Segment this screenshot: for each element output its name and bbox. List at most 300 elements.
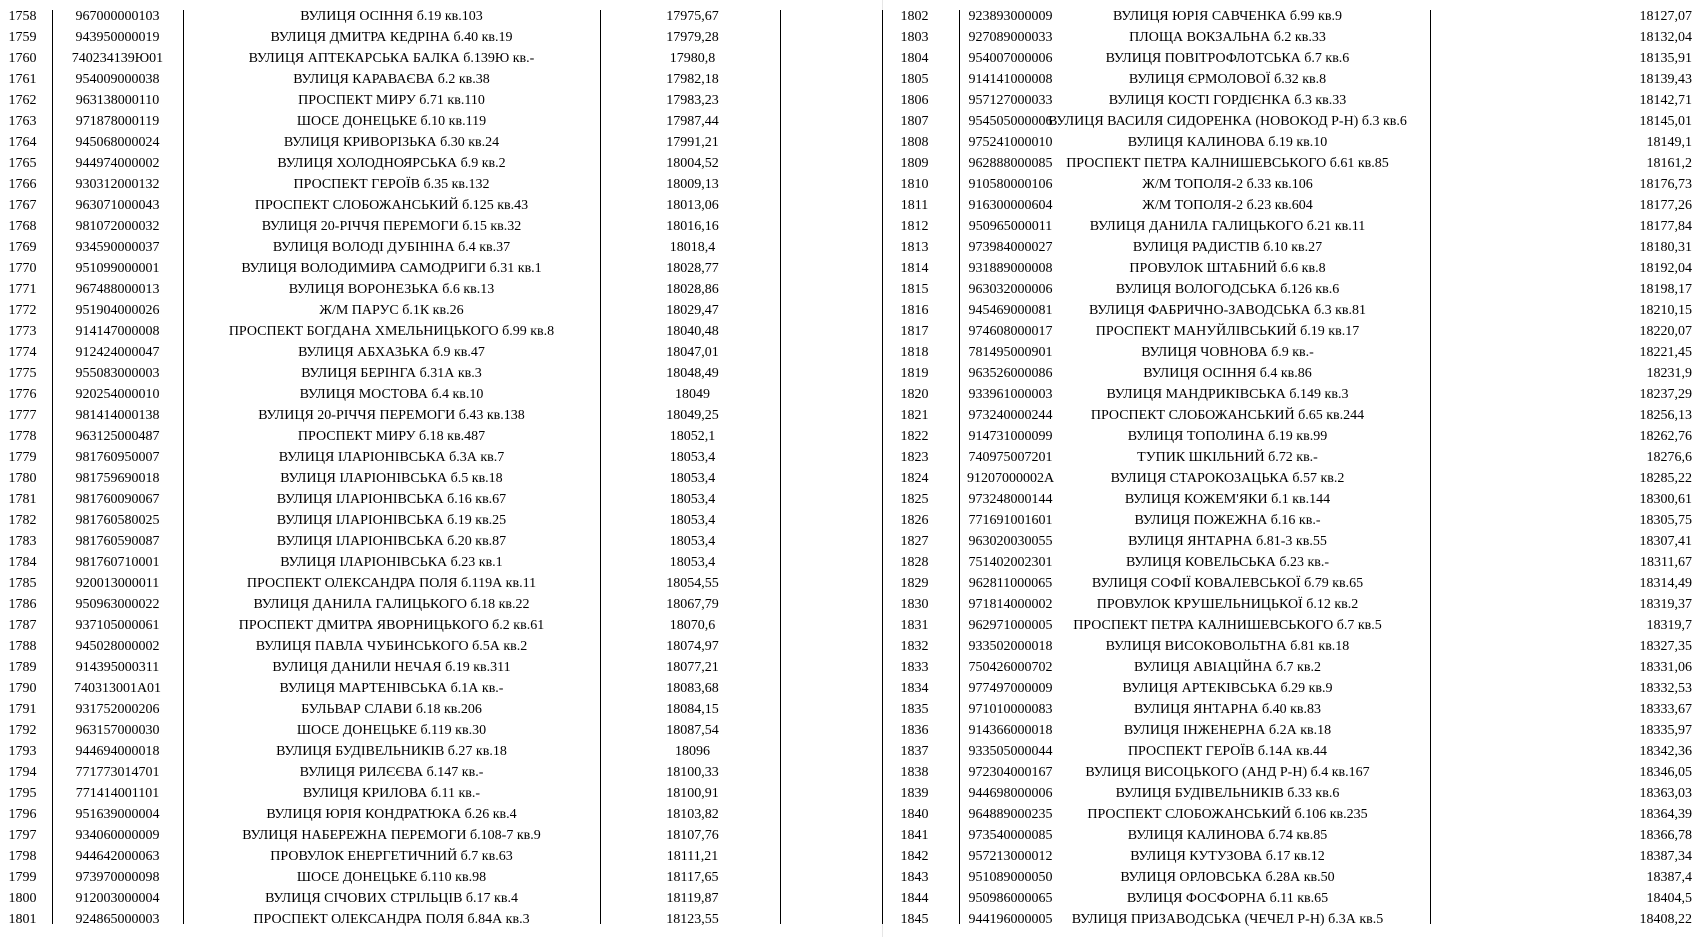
address: ВУЛИЦЯ АПТЕКАРСЬКА БАЛКА б.139Ю кв.- [248,51,535,66]
row-number: 1843 [900,870,929,885]
table-row [885,363,1695,384]
amount: 17983,23 [666,93,719,108]
account-id: 914731000099 [968,429,1053,444]
account-id: 954007000006 [968,51,1053,66]
row-number: 1842 [900,849,929,864]
row-number: 1836 [900,723,929,738]
account-id: 945028000002 [75,639,160,654]
amount: 18364,39 [1639,807,1692,822]
table-row [0,720,780,741]
amount: 18096 [675,744,710,759]
address: ПРОСПЕКТ ОЛЕКСАНДРА ПОЛЯ б.119А кв.11 [246,576,537,591]
amount: 18319,7 [1646,618,1692,633]
amount: 18332,53 [1639,681,1692,696]
amount: 18074,97 [666,639,719,654]
account-id: 955083000003 [75,366,160,381]
table-row [0,615,780,636]
row-number: 1785 [8,576,37,591]
row-number: 1803 [900,30,929,45]
table-row [885,321,1695,342]
address: ВУЛИЦЯ ДАНИЛА ГАЛИЦЬКОГО б.18 кв.22 [253,597,530,612]
row-number: 1767 [8,198,37,213]
address: ПРОСПЕКТ МИРУ б.18 кв.487 [297,429,486,444]
row-number: 1806 [900,93,929,108]
amount: 18180,31 [1639,240,1692,255]
address: ВУЛИЦЯ РАДИСТІВ б.10 кв.27 [1132,240,1323,255]
row-number: 1821 [900,408,929,423]
address: ВУЛИЦЯ ПАВЛА ЧУБИНСЬКОГО б.5А кв.2 [255,639,528,654]
address: ПРОСПЕКТ ГЕРОЇВ б.35 кв.132 [293,177,490,192]
address: ВУЛИЦЯ ВОЛОГОДСЬКА б.126 кв.6 [1115,282,1340,297]
address: ПРОВУЛОК КРУШЕЛЬНИЦЬКОЇ б.12 кв.2 [1096,597,1359,612]
account-id: 957127000033 [968,93,1053,108]
amount: 18177,84 [1639,219,1692,234]
table-row [0,636,780,657]
amount: 18237,29 [1639,387,1692,402]
account-id: 950963000022 [75,597,160,612]
address: ВУЛИЦЯ КОЖЕМ'ЯКИ б.1 кв.144 [1124,492,1331,507]
amount: 18192,04 [1639,261,1692,276]
account-id: 920013000011 [75,576,160,591]
amount: 18135,91 [1639,51,1692,66]
row-number: 1805 [900,72,929,87]
table-row [885,552,1695,573]
address: ПРОСПЕКТ СЛОБОЖАНСЬКИЙ б.106 кв.235 [1087,807,1368,822]
row-number: 1795 [8,786,37,801]
amount: 18013,06 [666,198,719,213]
table-row [0,342,780,363]
table-row [0,909,780,930]
account-id: 914395000311 [75,660,160,675]
amount: 18305,75 [1639,513,1692,528]
amount: 18103,82 [666,807,719,822]
amount: 18119,87 [666,891,719,906]
table-row [0,153,780,174]
table-row [885,573,1695,594]
amount: 18127,07 [1639,9,1692,24]
row-number: 1828 [900,555,929,570]
address: ШОСЕ ДОНЕЦЬКЕ б.10 кв.119 [296,114,487,129]
account-id: 954505000006 [968,114,1053,129]
address: ПЛОЩА ВОКЗАЛЬНА б.2 кв.33 [1129,30,1326,45]
address: ПРОСПЕКТ ПЕТРА КАЛНИШЕВСЬКОГО б.61 кв.85 [1066,156,1389,171]
address: ВУЛИЦЯ МАНДРИКІВСЬКА б.149 кв.3 [1106,387,1349,402]
address: ВУЛИЦЯ БЕРІНГА б.31А кв.3 [301,366,482,381]
table-row [885,489,1695,510]
account-id: 950965000011 [968,219,1053,234]
row-number: 1775 [8,366,37,381]
account-id: 967000000103 [75,9,160,24]
address: ВУЛИЦЯ ОСІННЯ б.4 кв.86 [1143,366,1312,381]
address: ВУЛИЦЯ ВОЛОДІ ДУБІНІНА б.4 кв.37 [272,240,511,255]
account-id: 981760950007 [75,450,160,465]
amount: 18053,4 [669,492,716,507]
address: ВУЛИЦЯ АРТЕКІВСЬКА б.29 кв.9 [1122,681,1333,696]
account-id: 934060000009 [75,828,160,843]
account-id: 914141000008 [968,72,1053,87]
amount: 18029,47 [666,303,719,318]
address: ВУЛИЦЯ ФОСФОРНА б.11 кв.65 [1126,891,1329,906]
row-number: 1817 [900,324,929,339]
amount: 18256,13 [1639,408,1692,423]
amount: 18210,15 [1639,303,1692,318]
amount: 17975,67 [666,9,719,24]
amount: 18327,35 [1639,639,1692,654]
address: ПРОСПЕКТ ПЕТРА КАЛНИШЕВСЬКОГО б.7 кв.5 [1073,618,1382,633]
amount: 18387,34 [1639,849,1692,864]
account-id: 981414000138 [75,408,160,423]
amount: 18285,22 [1639,471,1692,486]
address: ПРОСПЕКТ СЛОБОЖАНСЬКИЙ б.65 кв.244 [1090,408,1365,423]
account-id: 937105000061 [75,618,160,633]
account-id: 740234139Ю01 [71,51,164,66]
account-id: 945068000024 [75,135,160,150]
table-row [885,636,1695,657]
table-row [885,69,1695,90]
address: ВУЛИЦЯ БУДІВЕЛЬНИКІВ б.27 кв.18 [276,744,507,759]
row-number: 1835 [900,702,929,717]
amount: 18053,4 [669,513,716,528]
amount: 18053,4 [669,450,716,465]
table-row [885,447,1695,468]
amount: 18300,61 [1639,492,1692,507]
table-row [885,594,1695,615]
account-id: 931752000206 [75,702,160,717]
account-id: 973240000244 [968,408,1053,423]
amount: 18123,55 [666,912,719,927]
address: Ж/М ТОПОЛЯ-2 б.23 кв.604 [1142,198,1313,213]
address: ВУЛИЦЯ РИЛЄЄВА б.147 кв.- [299,765,484,780]
address: ВУЛИЦЯ ВАСИЛЯ СИДОРЕНКА (НОВОКОД Р-Н) б.3 кв.6 [1048,114,1407,129]
table-row [0,699,780,720]
account-id: 930312000132 [75,177,160,192]
amount: 18198,17 [1639,282,1692,297]
table-row [885,699,1695,720]
account-id: 971814000002 [968,597,1053,612]
row-number: 1815 [900,282,929,297]
address: ВУЛИЦЯ ВОРОНЕЗЬКА б.6 кв.13 [288,282,495,297]
row-number: 1772 [8,303,37,318]
address: ПРОСПЕКТ ДМИТРА ЯВОРНИЦЬКОГО б.2 кв.61 [238,618,545,633]
table-row [885,468,1695,489]
address: ШОСЕ ДОНЕЦЬКЕ б.110 кв.98 [296,870,487,885]
amount: 17987,44 [666,114,719,129]
address: ВУЛИЦЯ ВИСОЦЬКОГО (АНД Р-Н) б.4 кв.167 [1085,765,1370,780]
table-row [885,132,1695,153]
table-row [0,258,780,279]
row-number: 1837 [900,744,929,759]
row-number: 1808 [900,135,929,150]
address: ВУЛИЦЯ ЯНТАРНА б.81-3 кв.55 [1128,534,1327,549]
table-row [885,909,1695,930]
account-id: 740313001А01 [73,681,162,696]
address: ВУЛИЦЯ СТАРОКОЗАЦЬКА б.57 кв.2 [1110,471,1345,486]
account-id: 944974000002 [75,156,160,171]
table-row [0,27,780,48]
account-id: 951089000050 [968,870,1053,885]
row-number: 1787 [8,618,37,633]
table-row [885,405,1695,426]
row-number: 1780 [8,471,37,486]
table-row [0,468,780,489]
table-row [0,783,780,804]
amount: 18176,73 [1639,177,1692,192]
amount: 18221,45 [1639,345,1692,360]
amount: 18346,05 [1639,765,1692,780]
table-row [0,447,780,468]
account-id: 963138000110 [75,93,160,108]
amount: 18319,37 [1639,597,1692,612]
address: ВУЛИЦЯ ДАНИЛИ НЕЧАЯ б.19 кв.311 [272,660,511,675]
amount: 18335,97 [1639,723,1692,738]
account-id: 963157000030 [75,723,160,738]
row-number: 1763 [8,114,37,129]
row-number: 1818 [900,345,929,360]
address: ВУЛИЦЯ ЮРІЯ КОНДРАТЮКА б.26 кв.4 [266,807,517,822]
row-number: 1830 [900,597,929,612]
row-number: 1800 [8,891,37,906]
account-id: 924865000003 [75,912,160,927]
address: ПРОСПЕКТ БОГДАНА ХМЕЛЬНИЦЬКОГО б.99 кв.8 [228,324,555,339]
address: ВУЛИЦЯ ТОПОЛИНА б.19 кв.99 [1127,429,1328,444]
account-id: 933961000003 [968,387,1053,402]
table-row [885,237,1695,258]
account-id: 967488000013 [75,282,160,297]
amount: 18028,77 [666,261,719,276]
row-number: 1760 [8,51,37,66]
amount: 18084,15 [666,702,719,717]
amount: 17980,8 [669,51,716,66]
address: ВУЛИЦЯ КОСТІ ГОРДІЄНКА б.3 кв.33 [1108,93,1347,108]
row-number: 1804 [900,51,929,66]
account-id: 910580000106 [968,177,1053,192]
amount: 18139,43 [1639,72,1692,87]
row-number: 1777 [8,408,37,423]
amount: 18016,16 [666,219,719,234]
amount: 17979,28 [666,30,719,45]
address: ВУЛИЦЯ 20-РІЧЧЯ ПЕРЕМОГИ б.43 кв.138 [258,408,525,423]
table-row [885,867,1695,888]
address: ВУЛИЦЯ ЧОВНОВА б.9 кв.- [1141,345,1314,360]
row-number: 1832 [900,639,929,654]
account-id: 951099000001 [75,261,160,276]
address: ВУЛИЦЯ КАЛИНОВА б.74 кв.85 [1127,828,1328,843]
account-id: 914147000008 [75,324,160,339]
table-row [0,552,780,573]
row-number: 1765 [8,156,37,171]
left-table [0,6,780,927]
account-id: 945469000081 [968,303,1053,318]
account-id: 962971000005 [968,618,1053,633]
address: ПРОВУЛОК ЕНЕРГЕТИЧНИЙ б.7 кв.63 [270,849,513,864]
account-id: 771414001101 [75,786,160,801]
table-row [885,678,1695,699]
account-id: 964889000235 [968,807,1053,822]
table-row [0,216,780,237]
table-row [0,111,780,132]
table-row [885,615,1695,636]
address: ПРОСПЕКТ ГЕРОЇВ б.14А кв.44 [1127,744,1328,759]
address: ВУЛИЦЯ КРИЛОВА б.11 кв.- [302,786,481,801]
amount: 18220,07 [1639,324,1692,339]
amount: 18053,4 [669,555,716,570]
address: ВУЛИЦЯ ВОЛОДИМИРА САМОДРИГИ б.31 кв.1 [241,261,542,276]
account-id: 971878000119 [75,114,160,129]
amount: 18404,5 [1646,891,1692,906]
table-row [885,720,1695,741]
table-row [0,321,780,342]
right-table [885,6,1695,927]
amount: 18004,52 [666,156,719,171]
amount: 18107,76 [666,828,719,843]
account-id: 951639000004 [75,807,160,822]
row-number: 1788 [8,639,37,654]
amount: 17991,21 [666,135,719,150]
address: ВУЛИЦЯ КАЛИНОВА б.19 кв.10 [1127,135,1328,150]
account-id: 957213000012 [968,849,1053,864]
address: ВУЛИЦЯ НАБЕРЕЖНА ПЕРЕМОГИ б.108-7 кв.9 [242,828,541,843]
address: Ж/М ПАРУС б.1К кв.26 [319,303,464,318]
amount: 18387,4 [1646,870,1692,885]
account-id: 963020030055 [968,534,1053,549]
row-number: 1762 [8,93,37,108]
account-id: 981760090067 [75,492,160,507]
row-number: 1822 [900,429,929,444]
address: ВУЛИЦЯ КАРАВАЄВА б.2 кв.38 [293,72,490,87]
row-number: 1833 [900,660,929,675]
account-id: 751402002301 [968,555,1053,570]
account-id: 944642000063 [75,849,160,864]
amount: 18100,91 [666,786,719,801]
account-id: 931889000008 [968,261,1053,276]
address: ВУЛИЦЯ ДАНИЛА ГАЛИЦЬКОГО б.21 кв.11 [1089,219,1366,234]
table-row [885,195,1695,216]
address: ВУЛИЦЯ ФАБРИЧНО-ЗАВОДСЬКА б.3 кв.81 [1088,303,1367,318]
table-row [885,384,1695,405]
account-id: 973970000098 [75,870,160,885]
table-row [0,174,780,195]
row-number: 1776 [8,387,37,402]
row-number: 1820 [900,387,929,402]
table-row [885,258,1695,279]
address: ВУЛИЦЯ ПОЖЕЖНА б.16 кв.- [1134,513,1321,528]
account-id: 975241000010 [968,135,1053,150]
table-row [0,678,780,699]
row-number: 1824 [900,471,929,486]
row-number: 1759 [8,30,37,45]
account-id: 944694000018 [75,744,160,759]
amount: 18049 [675,387,710,402]
account-id: 973248000144 [968,492,1053,507]
table-row [0,846,780,867]
amount: 18149,1 [1646,135,1692,150]
address: ВУЛИЦЯ КОВЕЛЬСЬКА б.23 кв.- [1125,555,1330,570]
address: ВУЛИЦЯ СІЧОВИХ СТРІЛЬЦІВ б.17 кв.4 [265,891,518,906]
row-number: 1766 [8,177,37,192]
table-row [885,300,1695,321]
amount: 18053,4 [669,471,716,486]
account-id: 740975007201 [968,450,1053,465]
address: ВУЛИЦЯ МАРТЕНІВСЬКА б.1А кв.- [279,681,504,696]
address: ВУЛИЦЯ ОСІННЯ б.19 кв.103 [300,9,483,24]
table-row [0,804,780,825]
address: ВУЛИЦЯ ЮРІЯ САВЧЕНКА б.99 кв.9 [1113,9,1342,24]
account-id: 920254000010 [75,387,160,402]
amount: 18161,2 [1646,156,1692,171]
account-id: 962811000065 [968,576,1053,591]
table-row [0,825,780,846]
row-number: 1764 [8,135,37,150]
row-number: 1774 [8,345,37,360]
account-id: 934590000037 [75,240,160,255]
amount: 18333,67 [1639,702,1692,717]
table-row [0,762,780,783]
row-number: 1783 [8,534,37,549]
address: ВУЛИЦЯ КРИВОРІЗЬКА б.30 кв.24 [283,135,500,150]
row-number: 1827 [900,534,929,549]
table-row [0,69,780,90]
address: ВУЛИЦЯ СОФІЇ КОВАЛЕВСЬКОЇ б.79 кв.65 [1091,576,1364,591]
table-row [0,594,780,615]
address: ВУЛИЦЯ ІЛАРІОНІВСЬКА б.19 кв.25 [276,513,507,528]
row-number: 1814 [900,261,929,276]
row-number: 1770 [8,261,37,276]
table-row [885,531,1695,552]
table-row [0,300,780,321]
row-number: 1829 [900,576,929,591]
amount: 18311,67 [1640,555,1692,570]
amount: 18028,86 [666,282,719,297]
row-number: 1811 [900,198,929,213]
account-id: 916300000604 [968,198,1053,213]
table-row [0,132,780,153]
account-id: 923893000009 [968,9,1053,24]
row-number: 1758 [8,9,37,24]
account-id: 781495000901 [968,345,1053,360]
amount: 18132,04 [1639,30,1692,45]
account-id: 973984000027 [968,240,1053,255]
row-number: 1807 [900,114,929,129]
table-row [885,216,1695,237]
table-row [0,384,780,405]
table-row [0,405,780,426]
row-number: 1773 [8,324,37,339]
account-id: 750426000702 [968,660,1053,675]
account-id: 933505000044 [968,744,1053,759]
amount: 18018,4 [669,240,716,255]
row-number: 1782 [8,513,37,528]
row-number: 1839 [900,786,929,801]
address: ВУЛИЦЯ ПРИЗАВОДСЬКА (ЧЕЧЕЛ Р-Н) б.3А кв.5 [1071,912,1384,927]
amount: 18040,48 [666,324,719,339]
address: ВУЛИЦЯ БУДІВЕЛЬНИКІВ б.33 кв.6 [1115,786,1340,801]
table-row [885,27,1695,48]
account-id: 981760590087 [75,534,160,549]
row-number: 1801 [8,912,37,927]
row-number: 1781 [8,492,37,507]
table-row [0,279,780,300]
row-number: 1790 [8,681,37,696]
amount: 18177,26 [1639,198,1692,213]
table-row [885,426,1695,447]
account-id: 912424000047 [75,345,160,360]
amount: 18363,03 [1639,786,1692,801]
row-number: 1812 [900,219,929,234]
table-row [0,867,780,888]
address: ВУЛИЦЯ ІЛАРІОНІВСЬКА б.20 кв.87 [276,534,507,549]
row-number: 1825 [900,492,929,507]
account-id: 963526000086 [968,366,1053,381]
